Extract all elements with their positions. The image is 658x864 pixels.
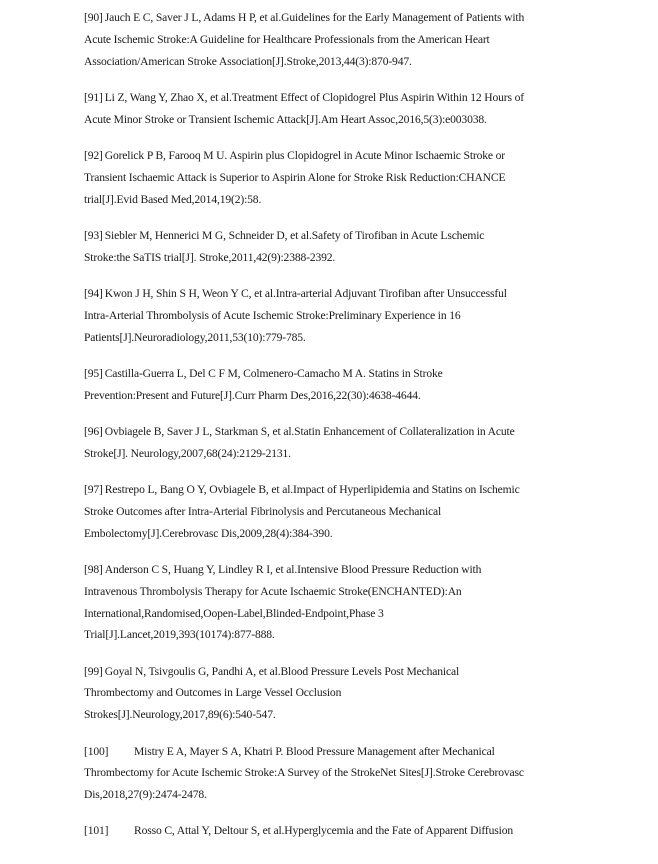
reference-entry (84, 820, 584, 842)
reference-line: Intravenous Thrombolysis Therapy for Acute Ischaemic Stroke(ENCHANTED):An (84, 584, 462, 598)
reference-line: Trial[J].Lancet,2019,393(10174):877-888. (84, 628, 275, 642)
reference-line: Kwon J H, Shin S H, Weon Y C, et al.Intra-arterial Adjuvant Tirofiban after Unsuccessful (104, 286, 507, 300)
reference-entry (84, 225, 584, 269)
reference-number: [94] (84, 286, 103, 300)
reference-line: Acute Minor Stroke or Transient Ischemic Attack[J].Am Heart Assoc,2016,5(3):e003038. (84, 112, 487, 126)
reference-entry (84, 741, 584, 806)
reference-line: Ovbiagele B, Saver J L, Starkman S, et al.Statin Enhancement of Collateralization in Acute (104, 424, 515, 438)
reference-line: Patients[J].Neuroradiology,2011,53(10):779-785. (84, 330, 306, 344)
reference-line: Jauch E C, Saver J L, Adams H P, et al.Guidelines for the Early Management of Patients with (104, 11, 525, 24)
reference-list (84, 7, 584, 842)
reference-line: Acute Ischemic Stroke:A Guideline for Healthcare Professionals from the American Heart (84, 32, 490, 46)
reference-line: Embolectomy[J].Cerebrovasc Dis,2009,28(4):384-390. (84, 526, 333, 540)
reference-line: Stroke[J]. Neurology,2007,68(24):2129-2131. (84, 446, 291, 460)
reference-line: Thrombectomy and Outcomes in Large Vessel Occlusion (84, 686, 342, 700)
reference-entry (84, 661, 584, 726)
reference-entry (84, 87, 584, 131)
reference-number: [96] (84, 424, 103, 438)
reference-number: [95] (84, 366, 103, 380)
reference-entry (84, 283, 584, 348)
reference-line: Dis,2018,27(9):2474-2478. (84, 788, 207, 802)
reference-line: Stroke Outcomes after Intra-Arterial Fibrinolysis and Percutaneous Mechanical (84, 504, 442, 518)
reference-line: International,Randomised,Oopen-Label,Blinded-Endpoint,Phase 3 (84, 606, 384, 620)
reference-line: Intra-Arterial Thrombolysis of Acute Ischemic Stroke:Preliminary Experience in 16 (84, 308, 461, 322)
reference-line: Gorelick P B, Farooq M U. Aspirin plus Clopidogrel in Acute Minor Ischaemic Stroke or (104, 148, 506, 162)
reference-line: Li Z, Wang Y, Zhao X, et al.Treatment Effect of Clopidogrel Plus Aspirin Within 12 Hours of (104, 90, 524, 104)
reference-entry (84, 363, 584, 407)
reference-line: Prevention:Present and Future[J].Curr Pharm Des,2016,22(30):4638-4644. (84, 388, 421, 402)
reference-number: [91] (84, 90, 103, 104)
reference-number: [99] (84, 664, 103, 678)
reference-line: Rosso C, Attal Y, Deltour S, et al.Hyperglycemia and the Fate of Apparent Diffusion (134, 824, 513, 838)
reference-line: Mistry E A, Mayer S A, Khatri P. Blood Pressure Management after Mechanical (134, 744, 495, 758)
reference-line: Siebler M, Hennerici M G, Schneider D, et al.Safety of Tirofiban in Acute Lschemic (104, 228, 485, 242)
reference-line: Anderson C S, Huang Y, Lindley R I, et al.Intensive Blood Pressure Reduction with (104, 562, 482, 576)
reference-line: Stroke:the SaTIS trial[J]. Stroke,2011,42(9):2388-2392. (84, 250, 336, 264)
reference-entry (84, 145, 584, 210)
reference-line: Restrepo L, Bang O Y, Ovbiagele B, et al.Impact of Hyperlipidemia and Statins on Ischemic (104, 483, 520, 497)
reference-number: [97] (84, 483, 103, 497)
reference-number: [90] (84, 11, 103, 24)
reference-line: Castilla-Guerra L, Del C F M, Colmenero-Camacho M A. Statins in Stroke (104, 366, 443, 380)
reference-entry (84, 479, 584, 544)
reference-entry (84, 7, 584, 72)
reference-line: Association/American Stroke Association[J].Stroke,2013,44(3):870-947. (84, 54, 412, 68)
reference-number: [93] (84, 228, 103, 242)
reference-line: trial[J].Evid Based Med,2014,19(2):58. (84, 192, 262, 206)
reference-entry (84, 421, 584, 465)
reference-line: Goyal N, Tsivgoulis G, Pandhi A, et al.Blood Pressure Levels Post Mechanical (104, 664, 460, 678)
reference-line: Transient Ischaemic Attack is Superior to Aspirin Alone for Stroke Risk Reduction:CHANCE (84, 170, 506, 184)
reference-number: [101] (84, 824, 109, 838)
reference-number: [100] (84, 744, 109, 758)
reference-line: Strokes[J].Neurology,2017,89(6):540-547. (84, 708, 276, 722)
reference-number: [92] (84, 148, 103, 162)
reference-line: Thrombectomy for Acute Ischemic Stroke:A Survey of the StrokeNet Sites[J].Stroke Cerebrovasc (84, 766, 524, 780)
reference-entry (84, 559, 584, 646)
reference-number: [98] (84, 562, 103, 576)
